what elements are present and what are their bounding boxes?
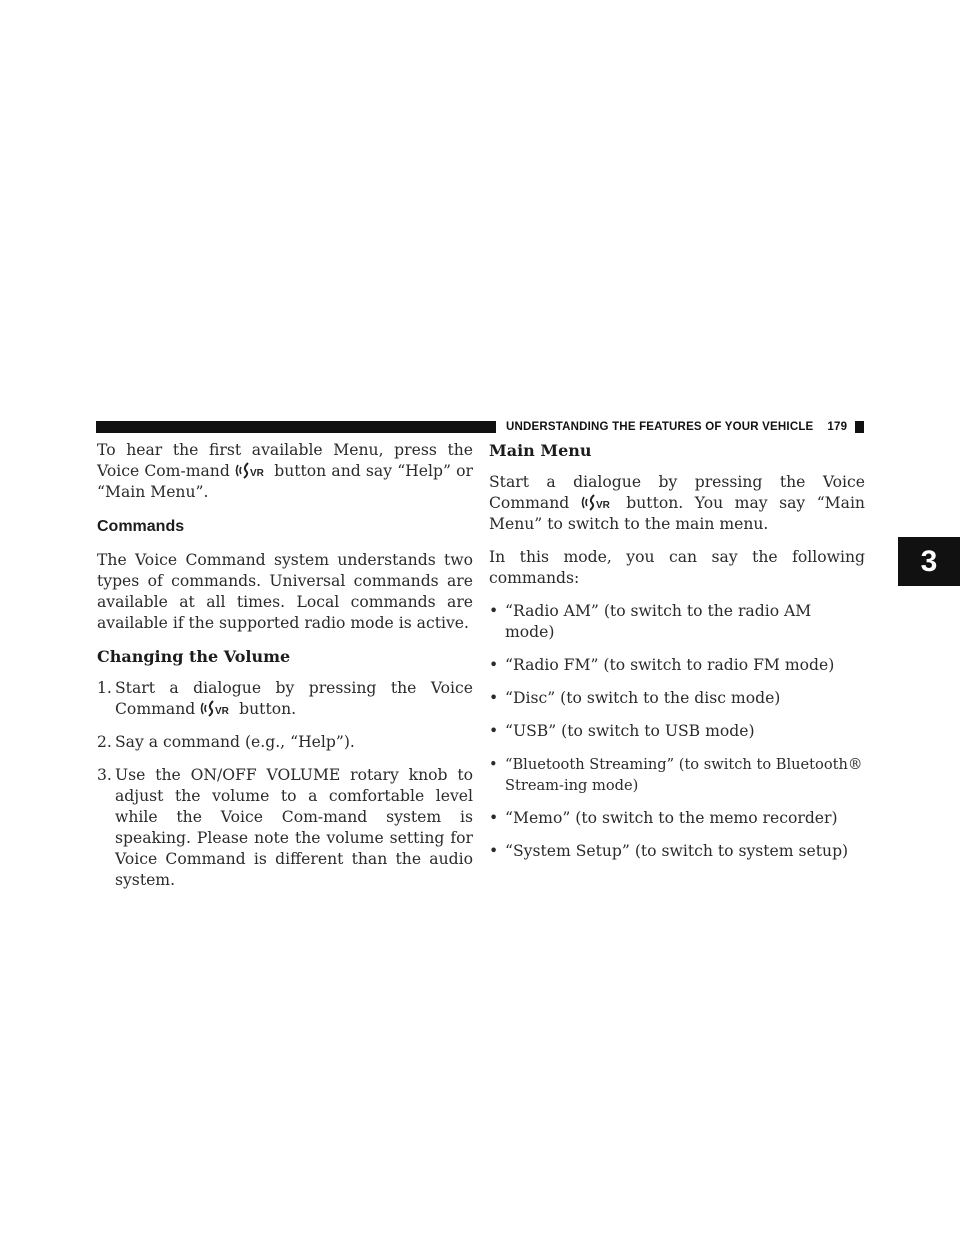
left-column [97, 440, 473, 903]
right-column [489, 440, 865, 874]
bullet: • [489, 756, 498, 773]
header-title [496, 417, 855, 437]
chapter-tab: 3 [898, 537, 960, 586]
bullet: • [489, 809, 499, 827]
step-item [97, 732, 473, 753]
bullet: • [489, 722, 499, 740]
header-rule [96, 421, 489, 433]
intro-text-before: To hear the first available Menu, press the Voice Com-mand [97, 441, 473, 480]
step-number: 3. [97, 766, 112, 784]
volume-heading: Changing the Volume [97, 647, 291, 666]
step-text: Say a command (e.g., “Help”). [115, 733, 355, 751]
intro-paragraph [97, 440, 473, 503]
commands-heading: Commands [97, 518, 185, 535]
command-text: “System Setup” (to switch to system setup) [505, 842, 849, 860]
header-title-text: UNDERSTANDING THE FEATURES OF YOUR VEHICLE [506, 421, 814, 433]
list-item [489, 721, 865, 742]
svg-text:VR: VR [595, 500, 610, 511]
command-text: “USB” (to switch to USB mode) [505, 722, 755, 740]
list-item [489, 754, 865, 796]
bullet: • [489, 656, 499, 674]
bullet: • [489, 602, 499, 620]
main-menu-heading: Main Menu [489, 441, 592, 460]
step-text-after: button. [239, 700, 297, 718]
step-number: 2. [97, 733, 112, 751]
bullet: • [489, 689, 499, 707]
svg-text:VR: VR [250, 468, 264, 479]
list-item [489, 808, 865, 829]
command-text: “Radio FM” (to switch to radio FM mode) [505, 656, 835, 674]
voice-command-icon [235, 462, 269, 479]
list-item [489, 601, 865, 643]
list-item [489, 841, 865, 862]
list-item [489, 655, 865, 676]
command-list [489, 601, 865, 862]
svg-text:VR: VR [215, 706, 230, 717]
voice-command-icon [200, 700, 234, 717]
step-text: Use the ON/OFF VOLUME rotary knob to adjust the volume to a comfortable level while the Voice Com-mand system is speaking. Please note the volume setting for Voice Command is different than the audio system. [115, 766, 473, 889]
main-menu-text-after: button. You may say “Main Menu” to switch to the main menu. [489, 494, 865, 533]
command-text: “Bluetooth Streaming” (to switch to Bluetooth® Stream-ing mode) [505, 756, 863, 794]
bullet: • [489, 842, 499, 860]
step-item [97, 765, 473, 891]
mode-paragraph: In this mode, you can say the following commands: [489, 548, 865, 587]
command-text: “Radio AM” (to switch to the radio AM mode) [505, 602, 812, 641]
step-number: 1. [97, 679, 112, 697]
command-text: “Disc” (to switch to the disc mode) [505, 689, 781, 707]
main-menu-text-before: Start a dialogue by pressing the Voice Command [489, 473, 865, 512]
main-menu-paragraph [489, 472, 865, 535]
command-text: “Memo” (to switch to the memo recorder) [505, 809, 838, 827]
volume-steps [97, 678, 473, 891]
voice-command-icon [581, 494, 615, 511]
step-text: Start a dialogue by pressing the Voice Command [115, 679, 473, 718]
page-number: 179 [827, 421, 848, 433]
list-item [489, 688, 865, 709]
intro-text-after: button and say “Help” or “Main Menu”. [97, 462, 473, 501]
commands-paragraph: The Voice Command system understands two types of commands. Universal commands are available at all times. Local commands are available if the supported radio mode is active. [97, 551, 473, 632]
step-item [97, 678, 473, 720]
